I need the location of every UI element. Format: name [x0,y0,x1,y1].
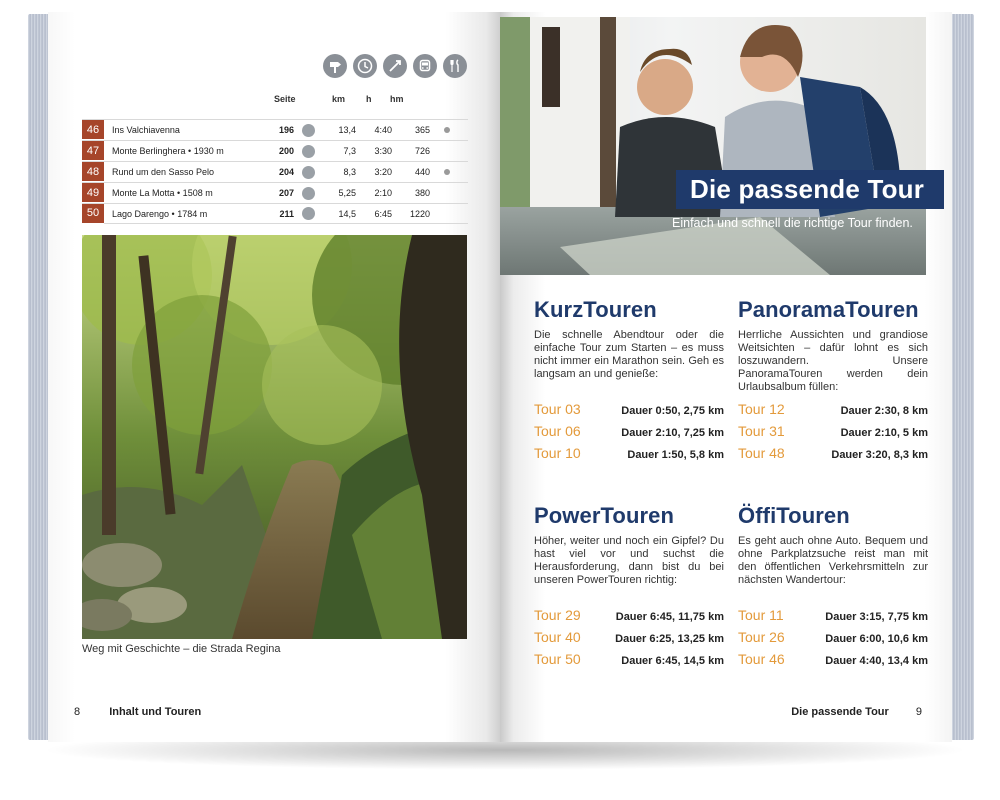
footer-left [74,706,201,718]
tour-name: Rund um den Sasso Pelo [112,167,215,177]
category-text: Höher, weiter und noch ein Gipfel? Du hast viel vor und suchst die Herausforderung, dann bist du bei unseren PowerTouren richtig: [534,535,724,586]
list-item[interactable] [738,423,928,445]
tour-duration: Dauer 4:40, 13,4 km [825,655,928,667]
tour-km: 8,3 [343,167,356,177]
category-text: Es geht auch ohne Auto. Bequem und ohne Parkplatzsuche reist man mit den öffentlichen Verkehrsmitteln zur nächsten Wandertour: [738,535,928,586]
category-heading: PowerTouren [534,503,675,528]
tour-km: 13,4 [338,125,356,135]
tour-page: 207 [278,188,294,198]
page-number: 9 [915,706,922,718]
tour-id: Tour 48 [738,445,785,461]
difficulty-icon [294,124,322,137]
photo-caption: Weg mit Geschichte – die Strada Regina [82,643,281,655]
category-powertouren [534,503,724,673]
difficulty-icon [294,166,322,179]
forest-path-photo [82,235,467,639]
tour-id: Tour 12 [738,401,785,417]
page-number: 8 [74,706,81,718]
tour-duration: Dauer 1:50, 5,8 km [627,449,724,461]
tour-id: Tour 11 [738,607,784,623]
category-oeffitouren [738,503,928,673]
tour-page: 211 [279,208,294,219]
category-panoramatouren [738,297,928,467]
bus-dot-icon [430,169,464,175]
tour-elevation: 440 [414,167,430,177]
list-item[interactable] [738,401,928,423]
column-header-page: Seite [274,94,296,104]
tour-hours: 4:40 [374,125,392,135]
category-heading: ÖffiTouren [738,503,850,528]
table-row[interactable] [82,119,468,140]
bus-icon [413,54,437,78]
tour-duration: Dauer 6:25, 13,25 km [615,633,724,645]
tour-name: Monte La Motta • 1508 m [112,188,213,198]
column-header-hm: hm [390,94,404,104]
tour-list [738,401,928,467]
table-row[interactable] [82,161,468,182]
list-item[interactable] [738,629,928,651]
restaurant-icon [443,54,467,78]
difficulty-icon [294,207,322,220]
table-row[interactable] [82,182,468,203]
category-heading: KurzTouren [534,297,657,322]
category-heading: PanoramaTouren [738,297,919,322]
tour-duration: Dauer 6:00, 10,6 km [825,633,928,645]
tour-number: 46 [82,120,104,140]
altitude-icon [383,54,407,78]
tour-id: Tour 10 [534,445,581,461]
tour-table [82,119,468,224]
column-header-h: h [366,94,372,104]
tour-list [738,607,928,673]
tour-km: 14,5 [338,208,356,219]
running-title: Die passende Tour [791,706,889,718]
tour-elevation: 1220 [409,208,430,219]
clock-icon [353,54,377,78]
tour-hours: 6:45 [374,208,392,219]
list-item[interactable] [534,629,724,651]
tour-duration: Dauer 2:10, 7,25 km [621,427,724,439]
list-item[interactable] [738,607,928,629]
tour-id: Tour 29 [534,607,581,623]
list-item[interactable] [534,445,724,467]
tour-duration: Dauer 2:10, 5 km [840,427,928,439]
tour-id: Tour 40 [534,629,581,645]
signpost-icon [323,54,347,78]
page-edges-right [950,14,974,740]
list-item[interactable] [534,651,724,673]
difficulty-icon [294,145,322,158]
tour-elevation: 726 [414,146,430,156]
header-icon-row [323,54,467,78]
tour-page: 204 [278,167,294,177]
tour-id: Tour 03 [534,401,581,417]
tour-number: 50 [82,204,104,224]
left-page [48,12,500,742]
column-header-km: km [332,94,346,104]
tour-id: Tour 31 [738,423,785,439]
category-text: Die schnelle Abendtour oder die einfache Tour zum Starten – es muss nicht immer ein Marathon sein. Geh es langsam an und genieße: [534,329,724,380]
tour-duration: Dauer 6:45, 14,5 km [621,655,724,667]
table-row[interactable] [82,140,468,161]
running-title: Inhalt und Touren [109,706,202,718]
tour-id: Tour 06 [534,423,581,439]
list-item[interactable] [534,401,724,423]
list-item[interactable] [738,651,928,673]
table-row[interactable] [82,203,468,224]
tour-name: Monte Berlinghera • 1930 m [112,146,224,156]
tour-duration: Dauer 2:30, 8 km [840,405,928,417]
tour-duration: Dauer 6:45, 11,75 km [615,611,724,623]
tour-page: 200 [278,146,294,156]
category-kurztouren [534,297,724,467]
tour-page: 196 [278,125,294,135]
tour-elevation: 380 [414,188,430,198]
tour-hours: 3:20 [374,167,392,177]
right-page [500,12,952,742]
hikers-photo [500,17,926,275]
category-text: Herrliche Aussichten und grandiose Weitsichten – dafür lohnt es sich loszuwandern. Unsere PanoramaTouren werden dein Urlaubsalbum füllen: [738,329,928,393]
tour-number: 48 [82,162,104,182]
footer-right [791,706,922,718]
tour-hours: 2:10 [374,188,392,198]
tour-list [534,607,724,673]
tour-duration: Dauer 0:50, 2,75 km [621,405,724,417]
tour-duration: Dauer 3:20, 8,3 km [831,449,928,461]
tour-number: 47 [82,141,104,161]
tour-elevation: 365 [414,125,430,135]
list-item[interactable] [738,445,928,467]
tour-hours: 3:30 [374,146,392,156]
bus-dot-icon [430,127,464,133]
tour-name: Ins Valchiavenna [112,125,180,135]
tour-list [534,401,724,467]
list-item[interactable] [534,607,724,629]
page-edges-left [28,14,50,740]
tour-number: 49 [82,183,104,203]
tour-duration: Dauer 3:15, 7,75 km [825,611,928,623]
tour-id: Tour 26 [738,629,785,645]
tour-name: Lago Darengo • 1784 m [112,208,208,219]
tour-km: 7,3 [343,146,356,156]
difficulty-icon [294,187,322,200]
page-title: Die passende Tour [676,170,944,209]
tour-km: 5,25 [338,188,356,198]
tour-id: Tour 50 [534,651,581,667]
page-subtitle: Einfach und schnell die richtige Tour finden. [672,216,913,230]
list-item[interactable] [534,423,724,445]
tour-id: Tour 46 [738,651,785,667]
